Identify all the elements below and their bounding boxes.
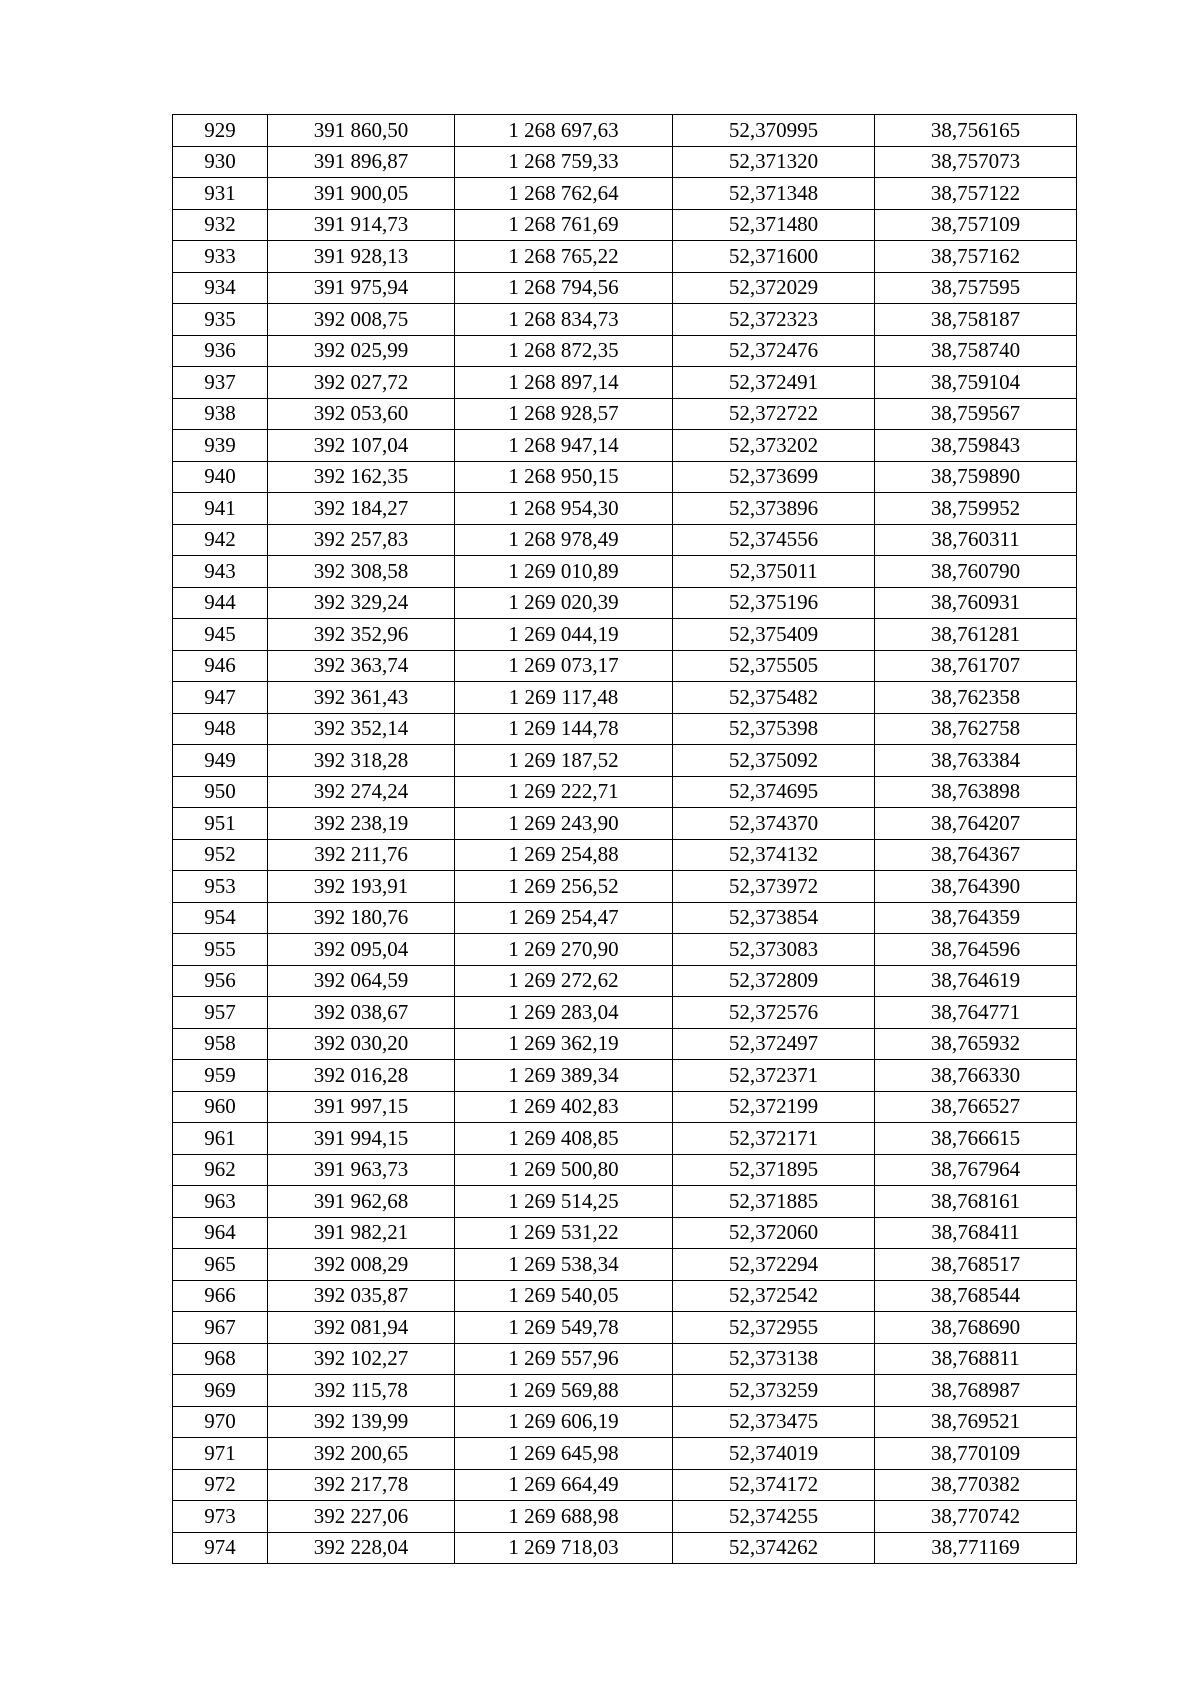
- table-row: [173, 587, 1077, 619]
- table-row: [173, 524, 1077, 556]
- table-row: [173, 1532, 1077, 1564]
- x-coordinate-cell: 392 352,14: [268, 713, 455, 745]
- table-row: [173, 461, 1077, 493]
- y-coordinate-cell: 1 269 557,96: [455, 1343, 673, 1375]
- y-coordinate-cell: 1 269 408,85: [455, 1123, 673, 1155]
- table-row: [173, 745, 1077, 777]
- longitude-cell: 38,760790: [875, 556, 1077, 588]
- y-coordinate-cell: 1 269 531,22: [455, 1217, 673, 1249]
- x-coordinate-cell: 392 095,04: [268, 934, 455, 966]
- latitude-cell: 52,375092: [673, 745, 875, 777]
- latitude-cell: 52,372955: [673, 1312, 875, 1344]
- latitude-cell: 52,372323: [673, 304, 875, 336]
- y-coordinate-cell: 1 269 243,90: [455, 808, 673, 840]
- coordinates-table-body: [173, 115, 1077, 1564]
- latitude-cell: 52,372476: [673, 335, 875, 367]
- latitude-cell: 52,372294: [673, 1249, 875, 1281]
- point-number-cell: 972: [173, 1469, 268, 1501]
- table-row: [173, 1091, 1077, 1123]
- y-coordinate-cell: 1 268 947,14: [455, 430, 673, 462]
- latitude-cell: 52,374255: [673, 1501, 875, 1533]
- latitude-cell: 52,374132: [673, 839, 875, 871]
- x-coordinate-cell: 391 975,94: [268, 272, 455, 304]
- point-number-cell: 962: [173, 1154, 268, 1186]
- table-row: [173, 430, 1077, 462]
- table-row: [173, 1154, 1077, 1186]
- latitude-cell: 52,375196: [673, 587, 875, 619]
- x-coordinate-cell: 391 994,15: [268, 1123, 455, 1155]
- table-row: [173, 241, 1077, 273]
- y-coordinate-cell: 1 268 765,22: [455, 241, 673, 273]
- longitude-cell: 38,762358: [875, 682, 1077, 714]
- y-coordinate-cell: 1 269 117,48: [455, 682, 673, 714]
- latitude-cell: 52,372371: [673, 1060, 875, 1092]
- x-coordinate-cell: 391 982,21: [268, 1217, 455, 1249]
- table-row: [173, 304, 1077, 336]
- x-coordinate-cell: 392 038,67: [268, 997, 455, 1029]
- longitude-cell: 38,768987: [875, 1375, 1077, 1407]
- point-number-cell: 959: [173, 1060, 268, 1092]
- point-number-cell: 970: [173, 1406, 268, 1438]
- point-number-cell: 954: [173, 902, 268, 934]
- x-coordinate-cell: 391 896,87: [268, 146, 455, 178]
- latitude-cell: 52,372809: [673, 965, 875, 997]
- point-number-cell: 930: [173, 146, 268, 178]
- longitude-cell: 38,758740: [875, 335, 1077, 367]
- table-row: [173, 1123, 1077, 1155]
- y-coordinate-cell: 1 269 073,17: [455, 650, 673, 682]
- point-number-cell: 934: [173, 272, 268, 304]
- longitude-cell: 38,756165: [875, 115, 1077, 147]
- x-coordinate-cell: 392 008,29: [268, 1249, 455, 1281]
- table-row: [173, 556, 1077, 588]
- longitude-cell: 38,759104: [875, 367, 1077, 399]
- x-coordinate-cell: 392 184,27: [268, 493, 455, 525]
- longitude-cell: 38,764390: [875, 871, 1077, 903]
- point-number-cell: 956: [173, 965, 268, 997]
- latitude-cell: 52,374019: [673, 1438, 875, 1470]
- longitude-cell: 38,757595: [875, 272, 1077, 304]
- point-number-cell: 960: [173, 1091, 268, 1123]
- point-number-cell: 974: [173, 1532, 268, 1564]
- point-number-cell: 969: [173, 1375, 268, 1407]
- table-row: [173, 1375, 1077, 1407]
- point-number-cell: 932: [173, 209, 268, 241]
- longitude-cell: 38,763898: [875, 776, 1077, 808]
- latitude-cell: 52,371885: [673, 1186, 875, 1218]
- latitude-cell: 52,375482: [673, 682, 875, 714]
- point-number-cell: 966: [173, 1280, 268, 1312]
- longitude-cell: 38,765932: [875, 1028, 1077, 1060]
- longitude-cell: 38,767964: [875, 1154, 1077, 1186]
- table-row: [173, 209, 1077, 241]
- x-coordinate-cell: 392 016,28: [268, 1060, 455, 1092]
- longitude-cell: 38,764619: [875, 965, 1077, 997]
- y-coordinate-cell: 1 269 254,47: [455, 902, 673, 934]
- table-row: [173, 1312, 1077, 1344]
- x-coordinate-cell: 392 064,59: [268, 965, 455, 997]
- table-row: [173, 713, 1077, 745]
- y-coordinate-cell: 1 268 834,73: [455, 304, 673, 336]
- coordinates-table: [172, 114, 1077, 1564]
- longitude-cell: 38,762758: [875, 713, 1077, 745]
- latitude-cell: 52,375409: [673, 619, 875, 651]
- point-number-cell: 945: [173, 619, 268, 651]
- point-number-cell: 955: [173, 934, 268, 966]
- x-coordinate-cell: 392 329,24: [268, 587, 455, 619]
- x-coordinate-cell: 392 228,04: [268, 1532, 455, 1564]
- longitude-cell: 38,764771: [875, 997, 1077, 1029]
- y-coordinate-cell: 1 269 718,03: [455, 1532, 673, 1564]
- point-number-cell: 961: [173, 1123, 268, 1155]
- point-number-cell: 939: [173, 430, 268, 462]
- table-row: [173, 619, 1077, 651]
- longitude-cell: 38,759567: [875, 398, 1077, 430]
- latitude-cell: 52,373259: [673, 1375, 875, 1407]
- latitude-cell: 52,375011: [673, 556, 875, 588]
- point-number-cell: 936: [173, 335, 268, 367]
- latitude-cell: 52,373083: [673, 934, 875, 966]
- latitude-cell: 52,372497: [673, 1028, 875, 1060]
- latitude-cell: 52,372722: [673, 398, 875, 430]
- point-number-cell: 937: [173, 367, 268, 399]
- x-coordinate-cell: 392 115,78: [268, 1375, 455, 1407]
- longitude-cell: 38,760931: [875, 587, 1077, 619]
- y-coordinate-cell: 1 268 697,63: [455, 115, 673, 147]
- longitude-cell: 38,766330: [875, 1060, 1077, 1092]
- x-coordinate-cell: 392 361,43: [268, 682, 455, 714]
- x-coordinate-cell: 392 180,76: [268, 902, 455, 934]
- longitude-cell: 38,758187: [875, 304, 1077, 336]
- table-row: [173, 1501, 1077, 1533]
- point-number-cell: 971: [173, 1438, 268, 1470]
- latitude-cell: 52,375398: [673, 713, 875, 745]
- x-coordinate-cell: 392 274,24: [268, 776, 455, 808]
- table-row: [173, 493, 1077, 525]
- x-coordinate-cell: 392 107,04: [268, 430, 455, 462]
- longitude-cell: 38,764207: [875, 808, 1077, 840]
- point-number-cell: 967: [173, 1312, 268, 1344]
- y-coordinate-cell: 1 268 897,14: [455, 367, 673, 399]
- latitude-cell: 52,374262: [673, 1532, 875, 1564]
- x-coordinate-cell: 391 914,73: [268, 209, 455, 241]
- table-row: [173, 997, 1077, 1029]
- y-coordinate-cell: 1 268 872,35: [455, 335, 673, 367]
- point-number-cell: 958: [173, 1028, 268, 1060]
- point-number-cell: 938: [173, 398, 268, 430]
- y-coordinate-cell: 1 269 606,19: [455, 1406, 673, 1438]
- table-row: [173, 146, 1077, 178]
- x-coordinate-cell: 391 963,73: [268, 1154, 455, 1186]
- y-coordinate-cell: 1 269 500,80: [455, 1154, 673, 1186]
- table-row: [173, 1343, 1077, 1375]
- table-row: [173, 650, 1077, 682]
- point-number-cell: 949: [173, 745, 268, 777]
- point-number-cell: 973: [173, 1501, 268, 1533]
- y-coordinate-cell: 1 269 540,05: [455, 1280, 673, 1312]
- table-row: [173, 682, 1077, 714]
- longitude-cell: 38,769521: [875, 1406, 1077, 1438]
- x-coordinate-cell: 392 162,35: [268, 461, 455, 493]
- point-number-cell: 942: [173, 524, 268, 556]
- table-row: [173, 934, 1077, 966]
- y-coordinate-cell: 1 269 688,98: [455, 1501, 673, 1533]
- table-row: [173, 1186, 1077, 1218]
- point-number-cell: 957: [173, 997, 268, 1029]
- y-coordinate-cell: 1 269 254,88: [455, 839, 673, 871]
- point-number-cell: 968: [173, 1343, 268, 1375]
- point-number-cell: 963: [173, 1186, 268, 1218]
- x-coordinate-cell: 392 257,83: [268, 524, 455, 556]
- table-row: [173, 272, 1077, 304]
- y-coordinate-cell: 1 269 256,52: [455, 871, 673, 903]
- y-coordinate-cell: 1 269 272,62: [455, 965, 673, 997]
- point-number-cell: 941: [173, 493, 268, 525]
- latitude-cell: 52,372542: [673, 1280, 875, 1312]
- point-number-cell: 952: [173, 839, 268, 871]
- longitude-cell: 38,766615: [875, 1123, 1077, 1155]
- y-coordinate-cell: 1 269 514,25: [455, 1186, 673, 1218]
- y-coordinate-cell: 1 269 402,83: [455, 1091, 673, 1123]
- table-row: [173, 398, 1077, 430]
- point-number-cell: 944: [173, 587, 268, 619]
- latitude-cell: 52,371320: [673, 146, 875, 178]
- latitude-cell: 52,372576: [673, 997, 875, 1029]
- x-coordinate-cell: 392 102,27: [268, 1343, 455, 1375]
- y-coordinate-cell: 1 269 569,88: [455, 1375, 673, 1407]
- latitude-cell: 52,372029: [673, 272, 875, 304]
- longitude-cell: 38,764367: [875, 839, 1077, 871]
- point-number-cell: 951: [173, 808, 268, 840]
- x-coordinate-cell: 392 318,28: [268, 745, 455, 777]
- latitude-cell: 52,372171: [673, 1123, 875, 1155]
- table-row: [173, 178, 1077, 210]
- x-coordinate-cell: 392 217,78: [268, 1469, 455, 1501]
- latitude-cell: 52,371480: [673, 209, 875, 241]
- latitude-cell: 52,373699: [673, 461, 875, 493]
- x-coordinate-cell: 392 035,87: [268, 1280, 455, 1312]
- x-coordinate-cell: 392 027,72: [268, 367, 455, 399]
- x-coordinate-cell: 392 238,19: [268, 808, 455, 840]
- x-coordinate-cell: 392 308,58: [268, 556, 455, 588]
- y-coordinate-cell: 1 269 645,98: [455, 1438, 673, 1470]
- y-coordinate-cell: 1 269 044,19: [455, 619, 673, 651]
- latitude-cell: 52,371895: [673, 1154, 875, 1186]
- y-coordinate-cell: 1 269 010,89: [455, 556, 673, 588]
- longitude-cell: 38,771169: [875, 1532, 1077, 1564]
- longitude-cell: 38,757122: [875, 178, 1077, 210]
- table-row: [173, 776, 1077, 808]
- y-coordinate-cell: 1 268 759,33: [455, 146, 673, 178]
- table-row: [173, 871, 1077, 903]
- longitude-cell: 38,757073: [875, 146, 1077, 178]
- y-coordinate-cell: 1 269 664,49: [455, 1469, 673, 1501]
- latitude-cell: 52,372060: [673, 1217, 875, 1249]
- x-coordinate-cell: 392 139,99: [268, 1406, 455, 1438]
- y-coordinate-cell: 1 268 978,49: [455, 524, 673, 556]
- x-coordinate-cell: 391 997,15: [268, 1091, 455, 1123]
- latitude-cell: 52,373138: [673, 1343, 875, 1375]
- y-coordinate-cell: 1 268 761,69: [455, 209, 673, 241]
- y-coordinate-cell: 1 269 222,71: [455, 776, 673, 808]
- table-row: [173, 965, 1077, 997]
- longitude-cell: 38,768544: [875, 1280, 1077, 1312]
- point-number-cell: 964: [173, 1217, 268, 1249]
- y-coordinate-cell: 1 269 538,34: [455, 1249, 673, 1281]
- y-coordinate-cell: 1 268 954,30: [455, 493, 673, 525]
- point-number-cell: 948: [173, 713, 268, 745]
- latitude-cell: 52,370995: [673, 115, 875, 147]
- latitude-cell: 52,373475: [673, 1406, 875, 1438]
- longitude-cell: 38,757162: [875, 241, 1077, 273]
- y-coordinate-cell: 1 269 144,78: [455, 713, 673, 745]
- longitude-cell: 38,761281: [875, 619, 1077, 651]
- point-number-cell: 950: [173, 776, 268, 808]
- latitude-cell: 52,374695: [673, 776, 875, 808]
- table-row: [173, 335, 1077, 367]
- table-row: [173, 367, 1077, 399]
- x-coordinate-cell: 392 053,60: [268, 398, 455, 430]
- table-row: [173, 1280, 1077, 1312]
- y-coordinate-cell: 1 269 549,78: [455, 1312, 673, 1344]
- point-number-cell: 935: [173, 304, 268, 336]
- longitude-cell: 38,770382: [875, 1469, 1077, 1501]
- longitude-cell: 38,764359: [875, 902, 1077, 934]
- latitude-cell: 52,374370: [673, 808, 875, 840]
- longitude-cell: 38,766527: [875, 1091, 1077, 1123]
- longitude-cell: 38,770742: [875, 1501, 1077, 1533]
- longitude-cell: 38,763384: [875, 745, 1077, 777]
- longitude-cell: 38,759843: [875, 430, 1077, 462]
- point-number-cell: 946: [173, 650, 268, 682]
- x-coordinate-cell: 392 030,20: [268, 1028, 455, 1060]
- latitude-cell: 52,373854: [673, 902, 875, 934]
- x-coordinate-cell: 392 193,91: [268, 871, 455, 903]
- table-row: [173, 1028, 1077, 1060]
- point-number-cell: 965: [173, 1249, 268, 1281]
- point-number-cell: 947: [173, 682, 268, 714]
- point-number-cell: 940: [173, 461, 268, 493]
- table-row: [173, 808, 1077, 840]
- y-coordinate-cell: 1 269 187,52: [455, 745, 673, 777]
- table-row: [173, 1217, 1077, 1249]
- table-row: [173, 115, 1077, 147]
- longitude-cell: 38,759890: [875, 461, 1077, 493]
- table-row: [173, 902, 1077, 934]
- y-coordinate-cell: 1 268 950,15: [455, 461, 673, 493]
- longitude-cell: 38,768161: [875, 1186, 1077, 1218]
- latitude-cell: 52,371348: [673, 178, 875, 210]
- y-coordinate-cell: 1 269 362,19: [455, 1028, 673, 1060]
- x-coordinate-cell: 392 227,06: [268, 1501, 455, 1533]
- latitude-cell: 52,373896: [673, 493, 875, 525]
- table-row: [173, 1060, 1077, 1092]
- longitude-cell: 38,768690: [875, 1312, 1077, 1344]
- y-coordinate-cell: 1 268 794,56: [455, 272, 673, 304]
- latitude-cell: 52,373972: [673, 871, 875, 903]
- y-coordinate-cell: 1 268 928,57: [455, 398, 673, 430]
- x-coordinate-cell: 392 363,74: [268, 650, 455, 682]
- point-number-cell: 933: [173, 241, 268, 273]
- x-coordinate-cell: 392 008,75: [268, 304, 455, 336]
- point-number-cell: 929: [173, 115, 268, 147]
- x-coordinate-cell: 391 928,13: [268, 241, 455, 273]
- point-number-cell: 953: [173, 871, 268, 903]
- x-coordinate-cell: 391 860,50: [268, 115, 455, 147]
- latitude-cell: 52,372491: [673, 367, 875, 399]
- y-coordinate-cell: 1 269 020,39: [455, 587, 673, 619]
- longitude-cell: 38,768517: [875, 1249, 1077, 1281]
- table-row: [173, 1406, 1077, 1438]
- table-row: [173, 839, 1077, 871]
- longitude-cell: 38,760311: [875, 524, 1077, 556]
- longitude-cell: 38,761707: [875, 650, 1077, 682]
- latitude-cell: 52,375505: [673, 650, 875, 682]
- latitude-cell: 52,374172: [673, 1469, 875, 1501]
- y-coordinate-cell: 1 269 283,04: [455, 997, 673, 1029]
- latitude-cell: 52,373202: [673, 430, 875, 462]
- x-coordinate-cell: 391 962,68: [268, 1186, 455, 1218]
- y-coordinate-cell: 1 269 389,34: [455, 1060, 673, 1092]
- y-coordinate-cell: 1 269 270,90: [455, 934, 673, 966]
- longitude-cell: 38,768811: [875, 1343, 1077, 1375]
- x-coordinate-cell: 392 200,65: [268, 1438, 455, 1470]
- table-row: [173, 1438, 1077, 1470]
- longitude-cell: 38,759952: [875, 493, 1077, 525]
- x-coordinate-cell: 392 352,96: [268, 619, 455, 651]
- longitude-cell: 38,764596: [875, 934, 1077, 966]
- point-number-cell: 931: [173, 178, 268, 210]
- x-coordinate-cell: 392 025,99: [268, 335, 455, 367]
- latitude-cell: 52,372199: [673, 1091, 875, 1123]
- table-row: [173, 1249, 1077, 1281]
- point-number-cell: 943: [173, 556, 268, 588]
- table-row: [173, 1469, 1077, 1501]
- x-coordinate-cell: 392 211,76: [268, 839, 455, 871]
- x-coordinate-cell: 392 081,94: [268, 1312, 455, 1344]
- x-coordinate-cell: 391 900,05: [268, 178, 455, 210]
- latitude-cell: 52,374556: [673, 524, 875, 556]
- longitude-cell: 38,768411: [875, 1217, 1077, 1249]
- longitude-cell: 38,757109: [875, 209, 1077, 241]
- latitude-cell: 52,371600: [673, 241, 875, 273]
- y-coordinate-cell: 1 268 762,64: [455, 178, 673, 210]
- longitude-cell: 38,770109: [875, 1438, 1077, 1470]
